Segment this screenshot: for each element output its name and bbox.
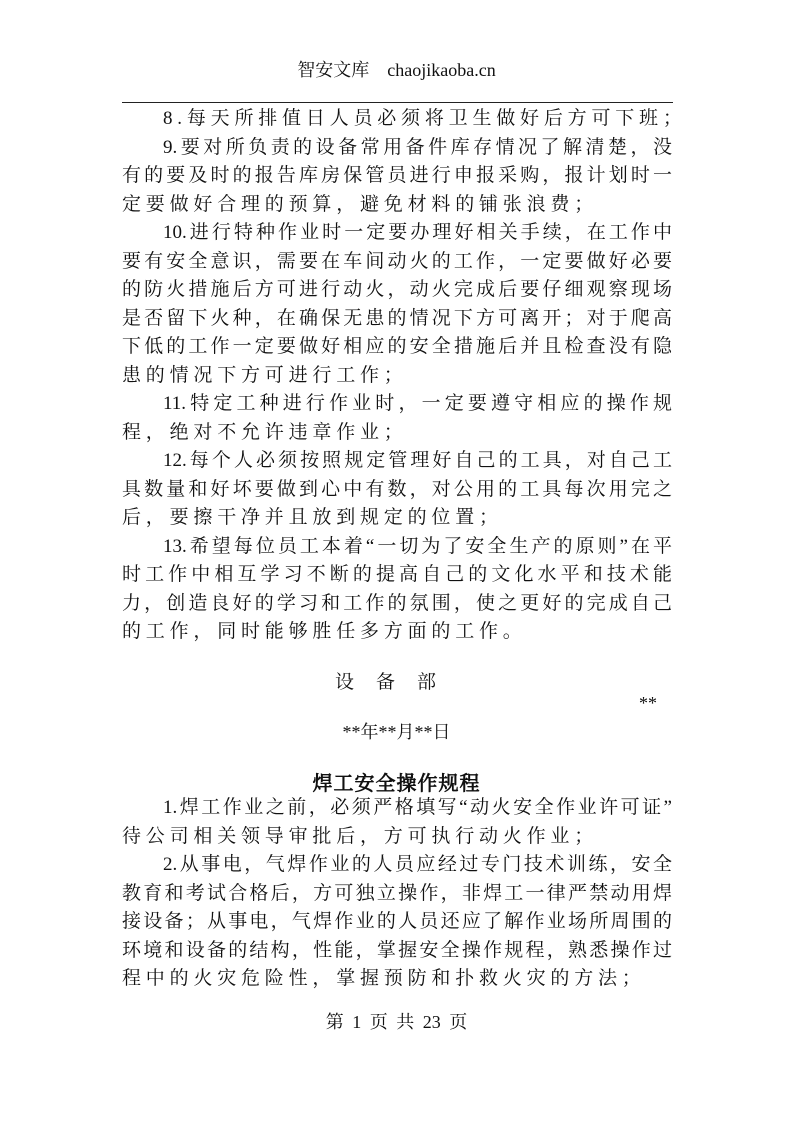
text-line: 患的情况下方可进行工作；	[122, 364, 408, 386]
page-number: 第 1 页 共 23 页	[325, 1012, 468, 1032]
signature-department: 设备部	[334, 672, 458, 693]
text-line: 8.每天所排值日人员必须将卫生做好后方可下班；	[163, 108, 687, 129]
text-line: 具数量和好坏要做到心中有数，对公用的工具每次用完之	[122, 478, 672, 500]
text-line: 后，要擦干净并且放到规定的位置；	[122, 507, 503, 528]
section1-body	[122, 105, 687, 647]
header-site: chaojikaoba.cn	[387, 60, 496, 80]
text-line: 是否留下火种，在确保无患的情况下方可离开；对于爬高	[122, 307, 672, 329]
text-line: 程中的火灾危险性，掌握预防和扑救火灾的方法；	[122, 968, 646, 989]
text-line: 环境和设备的结构，性能，掌握安全操作规程，熟悉操作过	[122, 939, 672, 961]
section2-title: 焊工安全操作规程	[312, 773, 481, 795]
text-line: 下低的工作一定要做好相应的安全措施后并且检查没有隐	[122, 336, 672, 357]
text-line: 程，绝对不允许违章作业；	[122, 421, 408, 443]
section2-body	[122, 794, 672, 994]
text-line: 11.特定工种进行作业时，一定要遵守相应的操作规	[163, 393, 672, 414]
signature-name: **	[639, 693, 657, 713]
text-line: 9.要对所负责的设备常用备件库存情况了解清楚，没	[163, 136, 672, 158]
text-line: 要有安全意识，需要在车间动火的工作，一定要做好必要	[122, 250, 672, 272]
text-line: 1.焊工作业之前，必须严格填写“动火安全作业许可证”	[163, 797, 672, 818]
text-line: 的工作，同时能够胜任多方面的工作。	[122, 621, 527, 642]
signature-date: **年**月**日	[342, 722, 451, 742]
text-line: 的防火措施后方可进行动火，动火完成后要仔细观察现场	[122, 279, 672, 300]
text-line: 待公司相关领导审批后，方可执行动火作业；	[122, 825, 599, 847]
text-line: 12.每个人必须按照规定管理好自己的工具，对自己工	[163, 450, 672, 471]
text-line: 教育和考试合格后，方可独立操作，非焊工一律严禁动用焊	[122, 882, 672, 904]
text-line: 10.进行特种作业时一定要办理好相关手续，在工作中	[163, 222, 672, 243]
text-line: 13.希望每位员工本着“一切为了安全生产的原则”在平	[163, 535, 672, 557]
text-line: 定要做好合理的预算，避免材料的铺张浪费；	[122, 193, 599, 215]
page-header	[0, 56, 793, 82]
header-brand: 智安文库	[297, 60, 370, 80]
text-line: 接设备；从事电，气焊作业的人员还应了解作业场所周围的	[122, 911, 672, 932]
text-line: 时工作中相互学习不断的提高自己的文化水平和技术能	[122, 564, 672, 585]
header-rule	[122, 102, 673, 103]
text-line: 力，创造良好的学习和工作的氛围，使之更好的完成自己	[122, 592, 672, 614]
text-line: 有的要及时的报告库房保管员进行申报采购，报计划时一	[122, 165, 672, 186]
text-line: 2.从事电，气焊作业的人员应经过专门技术训练，安全	[163, 854, 672, 875]
